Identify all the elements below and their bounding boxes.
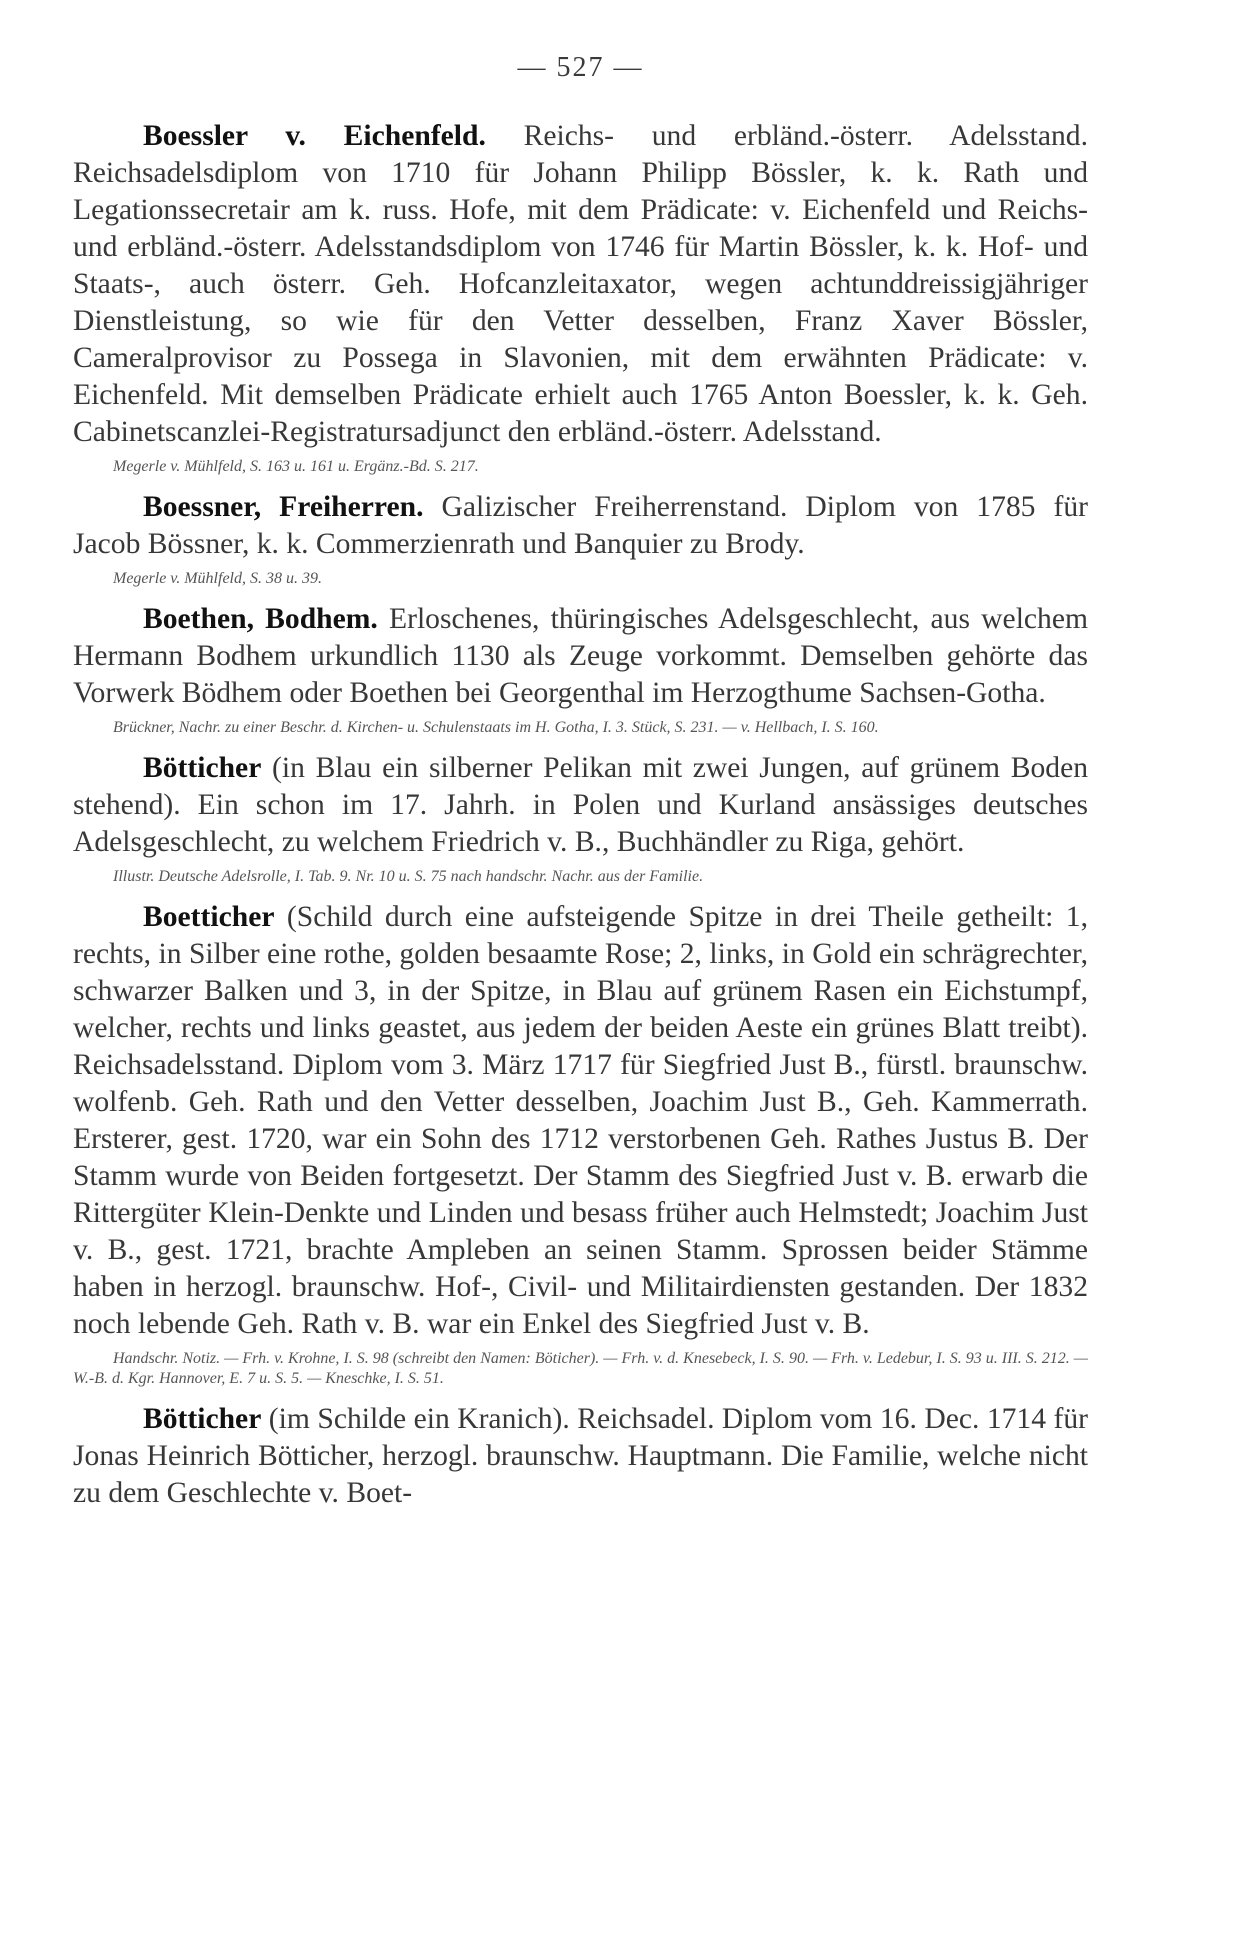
entry-description: Reichs- und erbländ.-österr. Adelsstand. Reichsadelsdiplom von 1710 für Johann Philipp Bössler, k. k. Rath und Legationssecretair am k. russ. Hofe, mit dem Prädicate: v. Eichenfeld und Reichs- und erbländ.-österr. Adelsstandsdiplom von 1746 für Martin Bössler, k. k. Hof- und Staats-, auch österr. Geh. Hofcanzleitaxator, wegen achtunddreissigjähriger Dienstleistung, so wie für den Vetter desselben, Franz Xaver Bössler, Cameralprovisor zu Possega in Slavonien, mit dem erwähnten Prädicate: v. Eichenfeld. Mit demselben Prädicate erhielt auch 1765 Anton Boessler, k. k. Geh. Cabinetscanzlei-Registratursadjunct den erbländ.-österr. Adelsstand. xyxy=(73,120,1088,448)
entry-boethen xyxy=(73,601,1088,738)
entry-body xyxy=(73,118,1088,451)
entry-boessler xyxy=(73,118,1088,477)
entry-description: Galizischer Freiherrenstand. Diplom von 1785 für Jacob Bössner, k. k. Commerzienrath und Banquier zu Brody. xyxy=(73,491,1088,560)
entry-boessner xyxy=(73,489,1088,589)
page-number: — 527 — xyxy=(517,52,644,83)
entry-headword: Boessner, Freiherren. xyxy=(143,491,424,523)
entry-headword: Boethen, Bodhem. xyxy=(143,603,378,635)
entry-description: Erloschenes, thüringisches Adelsgeschlecht, aus welchem Hermann Bodhem urkundlich 1130 als Zeuge vorkommt. Demselben gehörte das Vorwerk Bödhem oder Boethen bei Georgenthal im Herzogthume Sachsen-Gotha. xyxy=(73,603,1088,709)
entry-reference: Brückner, Nachr. zu einer Beschr. d. Kirchen- u. Schulenstaats im H. Gotha, I. 3. Stück, S. 231. — v. Hellbach, I. S. 160. xyxy=(113,719,879,736)
entry-headword: Bötticher xyxy=(143,752,262,784)
entry-body xyxy=(73,601,1088,712)
entry-headword: Bötticher xyxy=(143,1403,262,1435)
entry-body xyxy=(73,489,1088,563)
entry-body xyxy=(73,899,1088,1343)
entry-description: (im Schilde ein Kranich). Reichsadel. Diplom vom 16. Dec. 1714 für Jonas Heinrich Bötticher, herzogl. braunschw. Hauptmann. Die Familie, welche nicht zu dem Geschlechte v. Boet- xyxy=(73,1403,1088,1509)
entry-boetticher-pelikan xyxy=(73,750,1088,887)
entry-boetticher-schild xyxy=(73,899,1088,1389)
entry-reference: Megerle v. Mühlfeld, S. 38 u. 39. xyxy=(113,570,322,587)
entry-body xyxy=(73,1401,1088,1512)
entry-reference: Handschr. Notiz. — Frh. v. Krohne, I. S. 98 (schreibt den Namen: Böticher). — Frh. v. d. Knesebeck, I. S. 90. — Frh. v. Ledebur, I. S. 93 u. III. S. 212. — W.-B. d. Kgr. Hannover, E. 7 u. S. 5. — Kneschke, I. S. 51. xyxy=(73,1350,1088,1387)
entry-reference: Illustr. Deutsche Adelsrolle, I. Tab. 9. Nr. 10 u. S. 75 nach handschr. Nachr. aus der Familie. xyxy=(113,868,704,885)
entry-headword: Boetticher xyxy=(143,901,275,933)
entry-body xyxy=(73,750,1088,861)
entry-boetticher-kranich xyxy=(73,1401,1088,1512)
entry-description: (in Blau ein silberner Pelikan mit zwei Jungen, auf grünem Boden stehend). Ein schon im 17. Jahrh. in Polen und Kurland ansässiges deutsches Adelsgeschlecht, zu welchem Friedrich v. B., Buchhändler zu Riga, gehört. xyxy=(73,752,1088,858)
entry-reference: Megerle v. Mühlfeld, S. 163 u. 161 u. Ergänz.-Bd. S. 217. xyxy=(113,458,479,475)
entry-description: (Schild durch eine aufsteigende Spitze in drei Theile getheilt: 1, rechts, in Silber eine rothe, golden besaamte Rose; 2, links, in Gold ein schrägrechter, schwarzer Balken und 3, in der Spitze, in Blau auf grünem Rasen ein Eichstumpf, welcher, rechts und links geastet, aus jedem der beiden Aeste ein grünes Blatt treibt). Reichsadelsstand. Diplom vom 3. März 1717 für Siegfried Just B., fürstl. braunschw. wolfenb. Geh. Rath und den Vetter desselben, Joachim Just B., Geh. Kammerrath. Ersterer, gest. 1720, war ein Sohn des 1712 verstorbenen Geh. Rathes Justus B. Der Stamm wurde von Beiden fortgesetzt. Der Stamm des Siegfried Just v. B. erwarb die Rittergüter Klein-Denkte und Linden und besass früher auch Helmstedt; Joachim Just v. B., gest. 1721, brachte Ampleben an seinen Stamm. Sprossen beider Stämme haben in herzogl. braunschw. Hof-, Civil- und Militairdiensten gestanden. Der 1832 noch lebende Geh. Rath v. B. war ein Enkel des Siegfried Just v. B. xyxy=(73,901,1088,1340)
entry-headword: Boessler v. Eichenfeld. xyxy=(143,120,486,152)
